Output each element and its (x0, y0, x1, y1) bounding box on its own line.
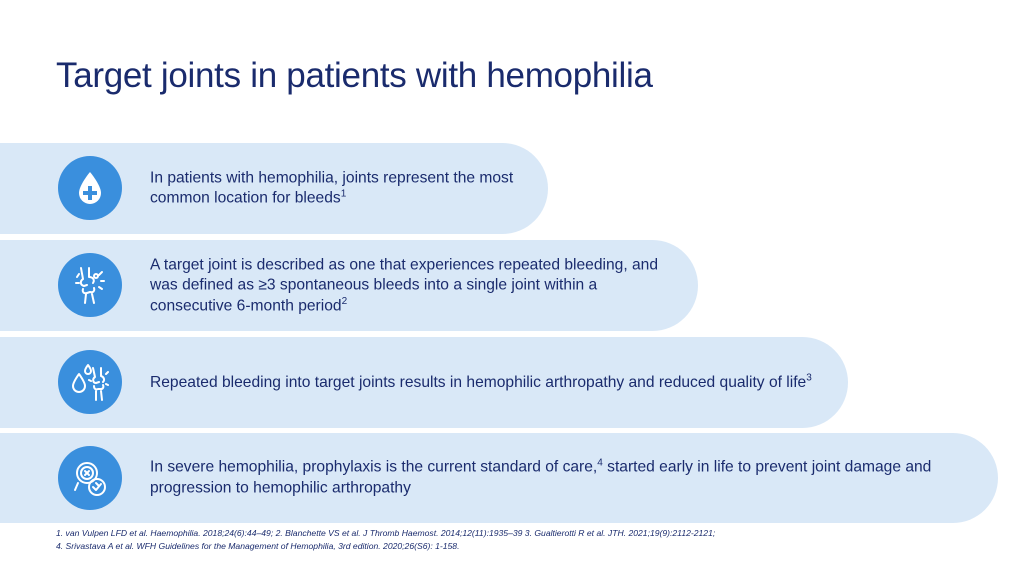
key-point-band-2 (0, 240, 698, 331)
key-point-band-4 (0, 433, 998, 523)
references (56, 527, 715, 552)
key-point-band-3 (0, 337, 848, 428)
prophylaxis-check-icon (58, 446, 122, 510)
key-point-text-1: In patients with hemophilia, joints represent the most common location for bleeds$^1$ (150, 169, 514, 207)
knee-joint-icon (58, 253, 122, 317)
reference-line-1: 1. van Vulpen LFD et al. Haemophilia. 2018;24(6):44–49; 2. Blanchette VS et al. J Thromb Haemost. 2014;12(11):1935–39 3. Gualtierotti R et al. JTH. 2021;19(9):2112-2121; (56, 528, 716, 538)
bleeding-joint-icon (58, 350, 122, 414)
page-title: Target joints in patients with hemophilia (56, 56, 653, 95)
key-point-text-4: In severe hemophilia, prophylaxis is the current standard of care,$^4$ started early in life to prevent joint damage and progression to hemophilic arthropathy (150, 457, 932, 496)
reference-line-2: 4. Srivastava A et al. WFH Guidelines for the Management of Hemophilia, 3rd edition. 2020;26(S6): 1-158. (56, 540, 460, 551)
key-point-band-1 (0, 143, 548, 234)
blood-drop-plus-icon (58, 156, 122, 220)
key-point-text-3: Repeated bleeding into target joints results in hemophilic arthropathy and reduced quality of life$^3$ (150, 372, 812, 391)
key-point-text-2: A target joint is described as one that experiences repeated bleeding, and was defined as ≥3 spontaneous bleeds into a single joint within a consecutive 6-month period$^2$ (150, 255, 659, 314)
